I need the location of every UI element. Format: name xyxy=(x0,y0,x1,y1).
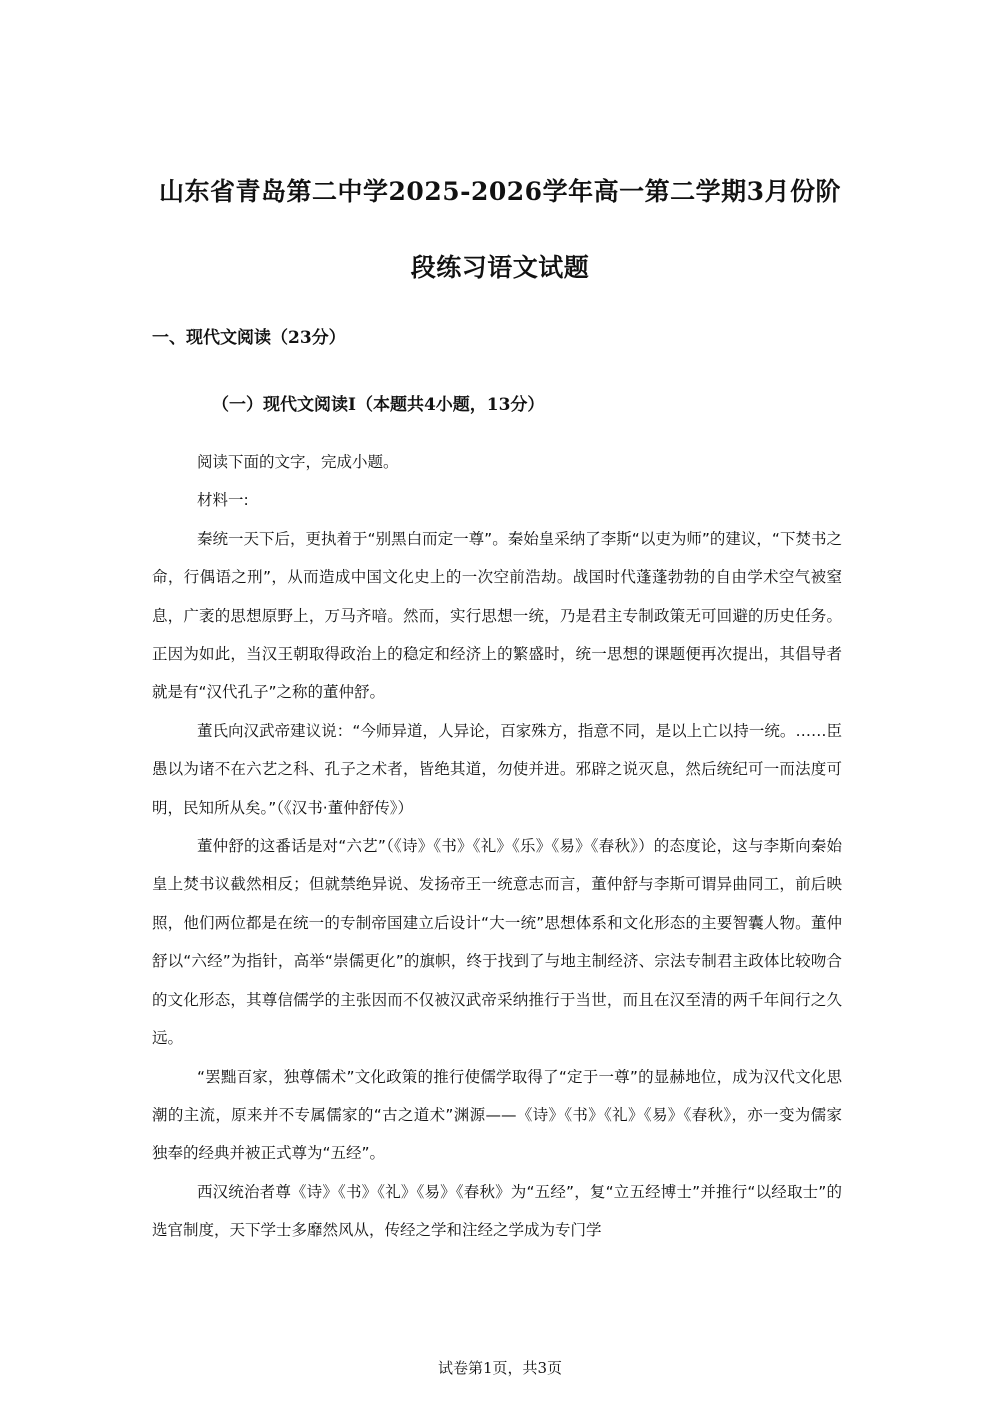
passage-paragraph: 秦统一天下后，更执着于“别黑白而定一尊”。秦始皇采纳了李斯“以吏为师”的建议，“下焚书之命，行偶语之刑”，从而造成中国文化史上的一次空前浩劫。战国时代蓬蓬勃勃的自由学术空气被窒息，广袤的思想原野上，万马齐喑。然而，实行思想一统，乃是君主专制政策无可回避的历史任务。正因为如此，当汉王朝取得政治上的稳定和经济上的繁盛时，统一思想的课题便再次提出，其倡导者就是有“汉代孔子”之称的董仲舒。 xyxy=(152,529,842,702)
page-footer: 试卷第1页，共3页 xyxy=(437,1359,563,1377)
reading-passage xyxy=(152,443,842,1250)
subsection-heading: （一）现代文阅读Ⅰ（本题共4小题，13分） xyxy=(212,395,545,415)
exam-title-line-2: 段练习语文试题 xyxy=(410,253,590,282)
passage-paragraph: 董氏向汉武帝建议说：“今师异道，人异论，百家殊方，指意不同，是以上亡以持一统。……臣愚以为诸不在六艺之科、孔子之术者，皆绝其道，勿使并进。邪辟之说灭息，然后统纪可一而法度可明，民知所从矣。”（《汉书·董仲舒传》） xyxy=(152,721,842,817)
passage-paragraph: 董仲舒的这番话是对“六艺”（《诗》《书》《礼》《乐》《易》《春秋》）的态度论，这与李斯向秦始皇上焚书议截然相反；但就禁绝异说、发扬帝王一统意志而言，董仲舒与李斯可谓异曲同工，前后映照，他们两位都是在统一的专制帝国建立后设计“大一统”思想体系和文化形态的主要智囊人物。董仲舒以“六经”为指针，高举“崇儒更化”的旗帜，终于找到了与地主制经济、宗法专制君主政体比较吻合的文化形态，其尊信儒学的主张因而不仅被汉武帝采纳推行于当世，而且在汉至清的两千年间行之久远。 xyxy=(152,837,842,1048)
exam-title-line-1: 山东省青岛第二中学2025-2026学年高一第二学期3月份阶 xyxy=(159,177,841,206)
section-heading: 一、现代文阅读（23分） xyxy=(152,328,346,348)
instruction-paragraph: 阅读下面的文字，完成小题。 xyxy=(196,453,399,471)
passage-paragraph: “罢黜百家，独尊儒术”文化政策的推行使儒学取得了“定于一尊”的显赫地位，成为汉代文化思潮的主流，原来并不专属儒家的“古之道术”渊源——《诗》《书》《礼》《易》《春秋》，亦一变为儒家独奉的经典并被正式尊为“五经”。 xyxy=(152,1067,842,1163)
passage-paragraph: 西汉统治者尊《诗》《书》《礼》《易》《春秋》为“五经”，复“立五经博士”并推行“以经取士”的选官制度，天下学士多靡然风从，传经之学和注经之学成为专门学 xyxy=(152,1182,842,1240)
material-label: 材料一: xyxy=(196,491,249,510)
